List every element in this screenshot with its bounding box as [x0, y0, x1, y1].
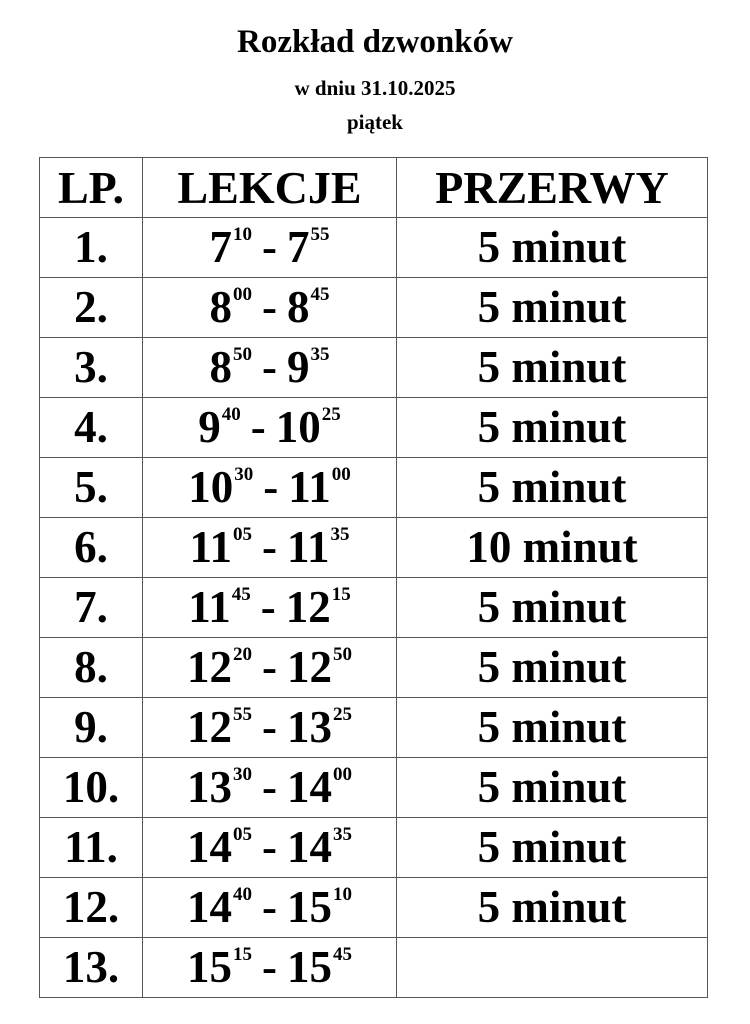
start-hour: 11 — [188, 582, 231, 632]
break-duration — [397, 938, 708, 998]
start-minutes: 20 — [233, 644, 252, 665]
end-hour: 10 — [275, 402, 321, 452]
end-minutes: 35 — [333, 824, 352, 845]
end-minutes: 35 — [330, 524, 350, 545]
end-hour: 12 — [285, 582, 331, 632]
lesson-number: 13. — [40, 938, 143, 998]
table-row — [40, 758, 708, 818]
start-minutes: 50 — [233, 344, 252, 365]
start-minutes: 55 — [233, 704, 252, 725]
table-row — [40, 878, 708, 938]
lesson-number: 6. — [40, 518, 143, 578]
table-row — [40, 338, 708, 398]
break-duration: 5 minut — [397, 698, 708, 758]
end-minutes: 25 — [321, 404, 341, 425]
lesson-time-range — [143, 578, 397, 638]
time-separator: - — [263, 462, 279, 512]
start-hour: 15 — [187, 942, 232, 992]
time-separator: - — [262, 342, 277, 392]
lesson-number: 7. — [40, 578, 143, 638]
lesson-time-range — [143, 818, 397, 878]
start-hour: 12 — [187, 702, 232, 752]
end-hour: 8 — [287, 282, 310, 332]
lesson-time-range — [143, 938, 397, 998]
time-separator: - — [262, 702, 277, 752]
column-header-lp: LP. — [40, 158, 143, 218]
start-hour: 8 — [209, 342, 232, 392]
lesson-number: 11. — [40, 818, 143, 878]
header-row — [40, 158, 708, 218]
end-minutes: 10 — [333, 884, 352, 905]
table-row — [40, 938, 708, 998]
lesson-number: 9. — [40, 698, 143, 758]
table-row — [40, 638, 708, 698]
lesson-time-range — [143, 278, 397, 338]
break-duration: 10 minut — [397, 518, 708, 578]
start-hour: 12 — [187, 642, 232, 692]
time-separator: - — [262, 882, 277, 932]
start-minutes: 10 — [233, 224, 252, 245]
lesson-time-range — [143, 518, 397, 578]
start-hour: 7 — [209, 222, 232, 272]
lesson-time-range — [143, 338, 397, 398]
time-separator: - — [260, 582, 276, 632]
table-row — [40, 278, 708, 338]
lesson-number: 5. — [40, 458, 143, 518]
lesson-time-range — [143, 698, 397, 758]
table-row — [40, 518, 708, 578]
end-hour: 11 — [288, 462, 331, 512]
end-hour: 15 — [287, 942, 332, 992]
start-minutes: 15 — [233, 944, 252, 965]
end-minutes: 25 — [333, 704, 352, 725]
start-minutes: 30 — [234, 464, 254, 485]
break-duration: 5 minut — [397, 578, 708, 638]
break-duration: 5 minut — [397, 398, 708, 458]
lesson-time-range — [143, 458, 397, 518]
table-row — [40, 578, 708, 638]
end-minutes: 50 — [333, 644, 352, 665]
lesson-time-range — [143, 398, 397, 458]
start-minutes: 05 — [233, 824, 252, 845]
time-separator: - — [262, 942, 277, 992]
start-minutes: 40 — [233, 884, 252, 905]
start-minutes: 30 — [233, 764, 252, 785]
start-minutes: 45 — [231, 584, 251, 605]
table-header — [40, 158, 708, 218]
lesson-number: 10. — [40, 758, 143, 818]
start-hour: 14 — [187, 822, 232, 872]
time-separator: - — [262, 822, 277, 872]
page-title: Rozkład dzwonków — [237, 24, 513, 60]
lesson-time-range — [143, 218, 397, 278]
end-hour: 14 — [287, 762, 332, 812]
end-hour: 14 — [287, 822, 332, 872]
start-hour: 9 — [198, 402, 221, 452]
start-minutes: 40 — [221, 404, 241, 425]
end-minutes: 35 — [310, 344, 330, 365]
table-row — [40, 398, 708, 458]
date-line: w dniu 31.10.2025 — [294, 76, 456, 100]
end-hour: 12 — [287, 642, 332, 692]
lesson-time-range — [143, 878, 397, 938]
end-minutes: 00 — [333, 764, 352, 785]
lesson-number: 12. — [40, 878, 143, 938]
end-hour: 11 — [287, 522, 330, 572]
end-minutes: 55 — [310, 224, 330, 245]
start-hour: 10 — [188, 462, 234, 512]
end-minutes: 45 — [333, 944, 352, 965]
table-row — [40, 458, 708, 518]
break-duration: 5 minut — [397, 218, 708, 278]
end-minutes: 45 — [310, 284, 330, 305]
start-hour: 8 — [209, 282, 232, 332]
break-duration: 5 minut — [397, 878, 708, 938]
time-separator: - — [250, 402, 266, 452]
table-row — [40, 218, 708, 278]
lesson-time-range — [143, 638, 397, 698]
break-duration: 5 minut — [397, 338, 708, 398]
end-hour: 13 — [287, 702, 332, 752]
table-body — [40, 218, 708, 998]
end-minutes: 15 — [331, 584, 351, 605]
lesson-number: 1. — [40, 218, 143, 278]
end-hour: 7 — [287, 222, 310, 272]
day-of-week: piątek — [346, 110, 403, 134]
time-separator: - — [262, 282, 277, 332]
time-separator: - — [262, 522, 277, 572]
start-minutes: 05 — [233, 524, 252, 545]
lesson-number: 8. — [40, 638, 143, 698]
start-hour: 11 — [189, 522, 232, 572]
start-minutes: 00 — [233, 284, 252, 305]
lesson-time-range — [143, 758, 397, 818]
start-hour: 13 — [187, 762, 232, 812]
time-separator: - — [262, 642, 277, 692]
table-row — [40, 698, 708, 758]
bell-schedule-table — [39, 157, 708, 998]
break-duration: 5 minut — [397, 278, 708, 338]
lesson-number: 4. — [40, 398, 143, 458]
column-header-lekcje: LEKCJE — [143, 158, 397, 218]
end-hour: 15 — [287, 882, 332, 932]
lesson-number: 2. — [40, 278, 143, 338]
lesson-number: 3. — [40, 338, 143, 398]
break-duration: 5 minut — [397, 638, 708, 698]
break-duration: 5 minut — [397, 818, 708, 878]
end-minutes: 00 — [331, 464, 351, 485]
start-hour: 14 — [187, 882, 232, 932]
end-hour: 9 — [287, 342, 310, 392]
time-separator: - — [262, 762, 277, 812]
column-header-przerwy: PRZERWY — [397, 158, 708, 218]
time-separator: - — [262, 222, 277, 272]
break-duration: 5 minut — [397, 458, 708, 518]
table-row — [40, 818, 708, 878]
break-duration: 5 minut — [397, 758, 708, 818]
